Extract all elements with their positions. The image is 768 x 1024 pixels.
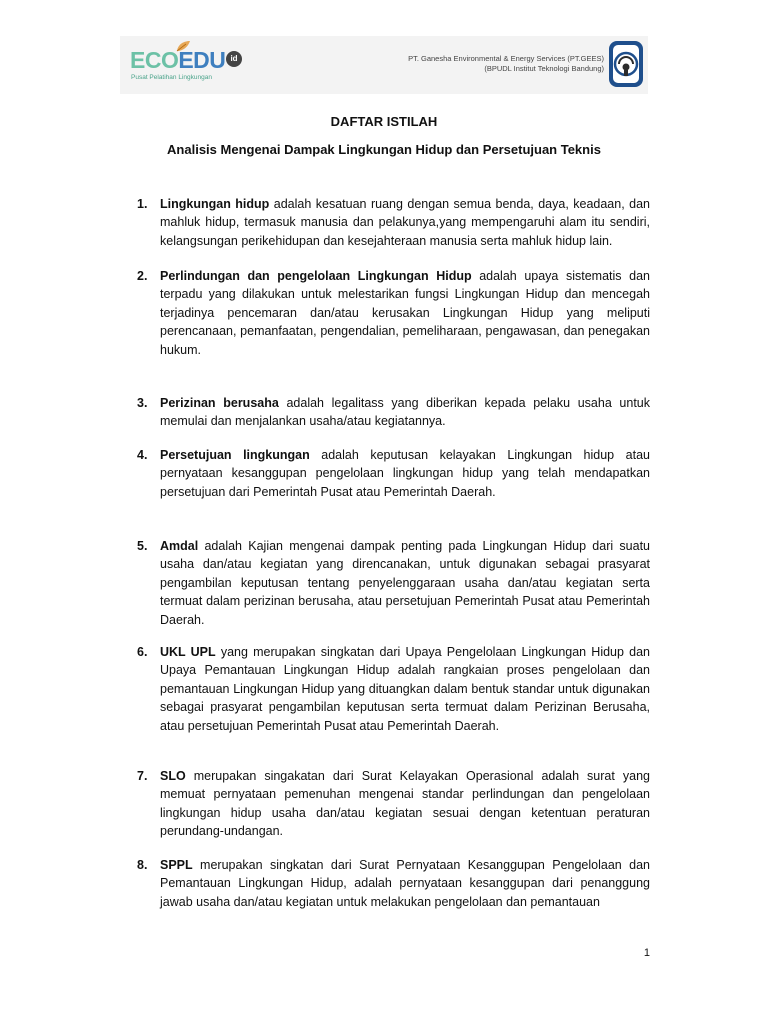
term-number: 4. [137,448,148,462]
term-name: Perlindungan dan pengelolaan Lingkungan Hidup [160,269,472,283]
term-name: Persetujuan lingkungan [160,448,310,462]
document-title: DAFTAR ISTILAH [330,114,438,129]
term-item-6 [137,643,650,735]
term-definition: adalah legalitass yang diberikan kepada pelaku usaha untuk memulai dan menjalankan usaha/atau kegiatannya. [160,396,651,429]
term-name: Amdal [160,539,199,553]
term-body [160,767,650,841]
term-body [160,643,650,735]
term-item-7 [137,767,650,841]
term-name: Lingkungan hidup [160,197,270,211]
company-line1: PT. Ganesha Environmental & Energy Services (PT.GEES) [408,54,604,63]
company-name [408,54,604,74]
page-number: 1 [643,947,650,959]
term-name: SPPL [160,858,193,872]
term-definition: merupakan singakatan dari Surat Kelayakan Operasional adalah surat yang memuat pernyataan pemenuhan mengenai standar perlindungan dan pengelolaan lingkungan hidup usaha dan/atau kegiatan sesuai dengan ketentuan peraturan perundang-undangan. [160,769,650,839]
term-number: 7. [137,769,148,783]
logo-word-eco: ECO [130,47,179,73]
gees-logo-icon [608,40,644,88]
page-header [120,36,648,94]
term-body [160,856,650,911]
term-body [160,267,650,359]
term-number: 2. [137,269,148,283]
term-body [160,394,650,431]
logo-word-edu: EDU [178,47,226,73]
logo-subtitle: Pusat Pelatihan Lingkungan [131,74,212,81]
term-item-1 [137,195,650,250]
document-subtitle: Analisis Mengenai Dampak Lingkungan Hidup dan Persetujuan Teknis [167,142,601,157]
term-name: SLO [160,769,186,783]
term-item-2 [137,267,650,359]
term-body [160,195,650,250]
term-name: Perizinan berusaha [160,396,279,410]
term-definition: adalah kesatuan ruang dengan semua benda, daya, keadaan, dan mahluk hidup, termasuk manusia dan pelakunya,yang mempengaruhi alam itu sendiri, kelangsungan perikehidupan dan kesejahteraan manusia serta mahluk hidup lain. [160,197,650,248]
term-item-3 [137,394,650,431]
term-number: 6. [137,645,148,659]
term-number: 5. [137,539,148,553]
company-line2: (BPUDL Institut Teknologi Bandung) [484,64,604,73]
term-body [160,446,650,501]
ecoedu-logo [130,46,240,86]
term-definition: adalah keputusan kelayakan Lingkungan hidup atau pernyataan kesanggupan pengelolaan lingkungan hidup yang telah mendapatkan persetujuan dari Pemerintah Pusat atau Pemerintah Daerah. [160,448,650,499]
term-definition: adalah Kajian mengenai dampak penting pada Lingkungan Hidup dari suatu usaha dan/atau kegiatan yang direncanakan, untuk digunakan sebagai prasyarat pengambilan keputusan tentang penyelenggaraan usaha dan/atau kegiatan serta termuat dalam perizinan berusaha, atau persetujuan Pemerintah Pusat atau Pemerintah Daerah. [160,539,650,627]
term-item-5 [137,537,650,629]
term-definition: merupakan singkatan dari Surat Pernyataan Kesanggupan Pengelolaan dan Pemantauan Lingkungan Hidup, adalah pernyataan kesanggupan dari penanggung jawab usaha dan/atau kegiatan untuk melakukan pengelolaan dan pemantauan [160,858,650,909]
ecoedu-wordmark [130,46,225,74]
term-name: UKL UPL [160,645,216,659]
term-number: 1. [137,197,148,211]
term-number: 3. [137,396,148,410]
term-definition: adalah upaya sistematis dan terpadu yang dilakukan untuk melestarikan fungsi Lingkungan Hidup dan mencegah terjadinya pencemaran dan/atau kerusakan Lingkungan Hidup yang meliputi perencanaan, pemanfaatan, pengendalian, pemeliharaan, pengawasan, dan penegakan hukum. [160,269,650,357]
term-body [160,537,650,629]
logo-badge: id [226,51,242,67]
term-item-8 [137,856,650,911]
term-item-4 [137,446,650,501]
term-number: 8. [137,858,148,872]
term-definition: yang merupakan singkatan dari Upaya Pengelolaan Lingkungan Hidup dan Upaya Pemantauan Lingkungan Hidup adalah rangkaian proses pengelolaan dan pemantauan Lingkungan Hidup yang dituangkan dalam bentuk standar untuk digunakan sebagai prasyarat pengambilan keputusan serta termuat dalam Perizinan Berusaha, atau persetujuan Pemerintah Pusat atau Pemerintah Daerah. [160,645,650,733]
